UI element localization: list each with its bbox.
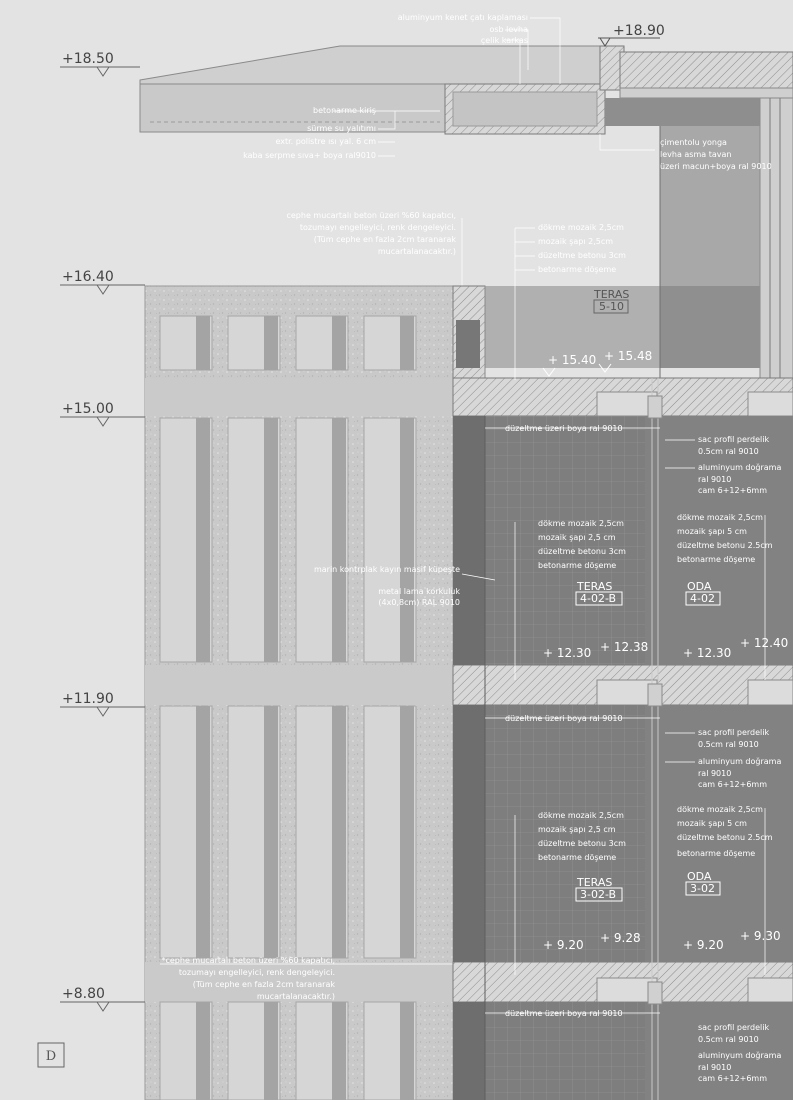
facade-window-mullion [196,418,210,662]
floor4-level-c: + 12.30 [683,646,732,660]
roof-under-1: betonarme kiriş [313,106,376,115]
facade-window-mullion [400,706,414,958]
floor3-terrace-code: 3-02-B [580,888,617,901]
railing-note-1: marin kontrplak kayın masif küpeşte [313,565,460,574]
facade-window-mullion [400,1002,414,1100]
ceiling-note-2: levha asma tavan [660,150,732,159]
railing-note-3: (4x0,8cm) RAL 9010 [378,598,460,607]
facade-window-mullion [332,1002,346,1100]
roof-under-4: kaba serpme sıva+ boya ral9010 [243,151,376,160]
floor3-window-2: 0.5cm ral 9010 [698,740,759,749]
roof-layer-1: aluminyum kenet çatı kaplaması [397,13,528,22]
facade-window-mullion [196,316,210,370]
facade-note-bottom-line-3: (Tüm cephe en fazla 2cm taranarak [192,980,335,989]
floor4-level-b: + 12.38 [600,640,649,654]
floor4-window-1: sac profil perdelik [698,435,770,444]
sheet-marker-label: D [45,1049,57,1064]
top-terrace-name: TERAS [594,288,630,301]
facade-window-mullion [264,706,278,958]
floor3-window-1: sac profil perdelik [698,728,770,737]
floor3-window-4: ral 9010 [698,769,732,778]
floor3-level-a: + 9.20 [543,938,584,952]
floor4-window-4: ral 9010 [698,475,732,484]
level-16-40: +16.40 [62,269,114,285]
floor4-terrace-layer-2: mozaik şapı 2,5 cm [538,533,616,542]
floor4-terrace-name: TERAS [577,580,613,593]
floor2-window-1: sac profil perdelik [698,1023,770,1032]
facade-note-bottom-line-2: tozumayı engelleyici, renk dengeleyici. [178,968,335,977]
floor3-terrace-name: TERAS [577,876,613,889]
ceiling-note-3: üzeri macun+boya ral 9010 [660,162,772,171]
floor3-room-layer-1: dökme mozaik 2,5cm [677,805,763,814]
level-8-80: +8.80 [62,986,105,1002]
floor3-room-layer-2: mozaik şapı 5 cm [677,819,747,828]
floor4-window-5: cam 6+12+6mm [698,486,767,495]
top-terrace-layer-3: düzeltme betonu 3cm [538,251,626,260]
top-terrace-level-b: + 15.48 [604,349,653,363]
roof-under-2: sürme su yalıtımı [307,124,376,133]
top-terrace-level-a: + 15.40 [548,353,597,367]
facade-window-mullion [400,316,414,370]
floor3-level-b: + 9.28 [600,931,641,945]
roof-layer-2: osb levha [489,25,528,34]
facade-window-mullion [196,706,210,958]
level-15-00: +15.00 [62,401,114,417]
top-terrace-code: 5-10 [599,300,624,313]
top-terrace-layer-4: betonarme döşeme [538,265,617,274]
level-lines [60,67,145,1011]
floor2-window-2: 0.5cm ral 9010 [698,1035,759,1044]
floor2-window-4: ral 9010 [698,1063,732,1072]
floor2-window-5: cam 6+12+6mm [698,1074,767,1083]
facade-window-mullion [332,418,346,662]
facade-window-mullion [264,1002,278,1100]
roof-layer-3: çelik karkas [480,36,528,45]
floor4-terrace-layer-4: betonarme döşeme [538,561,617,570]
top-terrace-layer-1: dökme mozaik 2,5cm [538,223,624,232]
level-11-90: +11.90 [62,691,114,707]
floor3-window-5: cam 6+12+6mm [698,780,767,789]
floor4-ceiling-note: düzeltme üzeri boya ral 9010 [505,424,623,433]
sheet-marker [38,1043,64,1067]
floor3-ceiling-note: düzeltme üzeri boya ral 9010 [505,714,623,723]
floor4-room-layer-4: betonarme döşeme [677,555,756,564]
facade-note-line-4: mucartalanacaktır.) [377,247,456,256]
floor4-level-d: + 12.40 [740,636,789,650]
floor3-level-c: + 9.20 [683,938,724,952]
floor4-room-layer-1: dökme mozaik 2,5cm [677,513,763,522]
floor3-terrace-layer-3: düzeltme betonu 3cm [538,839,626,848]
facade-panel [145,286,453,1100]
floor4-level-a: + 12.30 [543,646,592,660]
level-marker-roof-top [598,23,665,46]
floor4-room-name: ODA [687,580,712,593]
facade-note-bottom-line-4: mucartalanacaktır.) [256,992,335,1001]
floor4-room-layer-3: düzeltme betonu 2.5cm [677,541,773,550]
floor4-terrace-code: 4-02-B [580,592,617,605]
floor2-ceiling-note: düzeltme üzeri boya ral 9010 [505,1009,623,1018]
facade-note-bottom-line-1: *cephe mucartalı beton üzeri %60 kapatıcı, [161,956,335,965]
floor3-room-layer-4: betonarme döşeme [677,849,756,858]
top-terrace-layer-2: mozaik şapı 2,5cm [538,237,614,246]
floor3-level-d: + 9.30 [740,929,781,943]
facade-window-mullion [196,1002,210,1100]
facade-note-line-2: tozumayı engelleyici, renk dengeleyici. [299,223,456,232]
level-18-50: +18.50 [62,51,114,67]
floor4-room-code: 4-02 [690,592,715,605]
railing-note-2: metal lama korkuluk [378,587,460,596]
floor3-room-name: ODA [687,870,712,883]
facade-window-mullion [332,706,346,958]
floor4-window-3: aluminyum doğrama [698,463,782,472]
facade-window-mullion [264,316,278,370]
floor4-room-layer-2: mozaik şapı 5 cm [677,527,747,536]
floor3-room-layer-3: düzeltme betonu 2.5cm [677,833,773,842]
floor3-window-3: aluminyum doğrama [698,757,782,766]
floor3-terrace-layer-1: dökme mozaik 2,5cm [538,811,624,820]
roof-top-level: +18.90 [613,23,665,39]
facade-window-mullion [264,418,278,662]
facade-note-line-1: cephe mucartalı beton üzeri %60 kapatıcı, [286,211,456,220]
facade-note-line-3: (Tüm cephe en fazla 2cm taranarak [313,235,456,244]
facade-window-mullion [400,418,414,662]
floor4-terrace-layer-3: düzeltme betonu 3cm [538,547,626,556]
floor4-terrace-layer-1: dökme mozaik 2,5cm [538,519,624,528]
floor2-window-3: aluminyum doğrama [698,1051,782,1060]
floor3-terrace-layer-2: mozaik şapı 2,5 cm [538,825,616,834]
ceiling-note-1: çimentolu yonga [660,138,727,147]
facade-note [286,211,462,290]
floor4-window-2: 0.5cm ral 9010 [698,447,759,456]
floor3-terrace-layer-4: betonarme döşeme [538,853,617,862]
roof-under-3: extr. polistre ısı yal. 6 cm [275,137,376,146]
floor3-room-code: 3-02 [690,882,715,895]
facade-window-mullion [332,316,346,370]
